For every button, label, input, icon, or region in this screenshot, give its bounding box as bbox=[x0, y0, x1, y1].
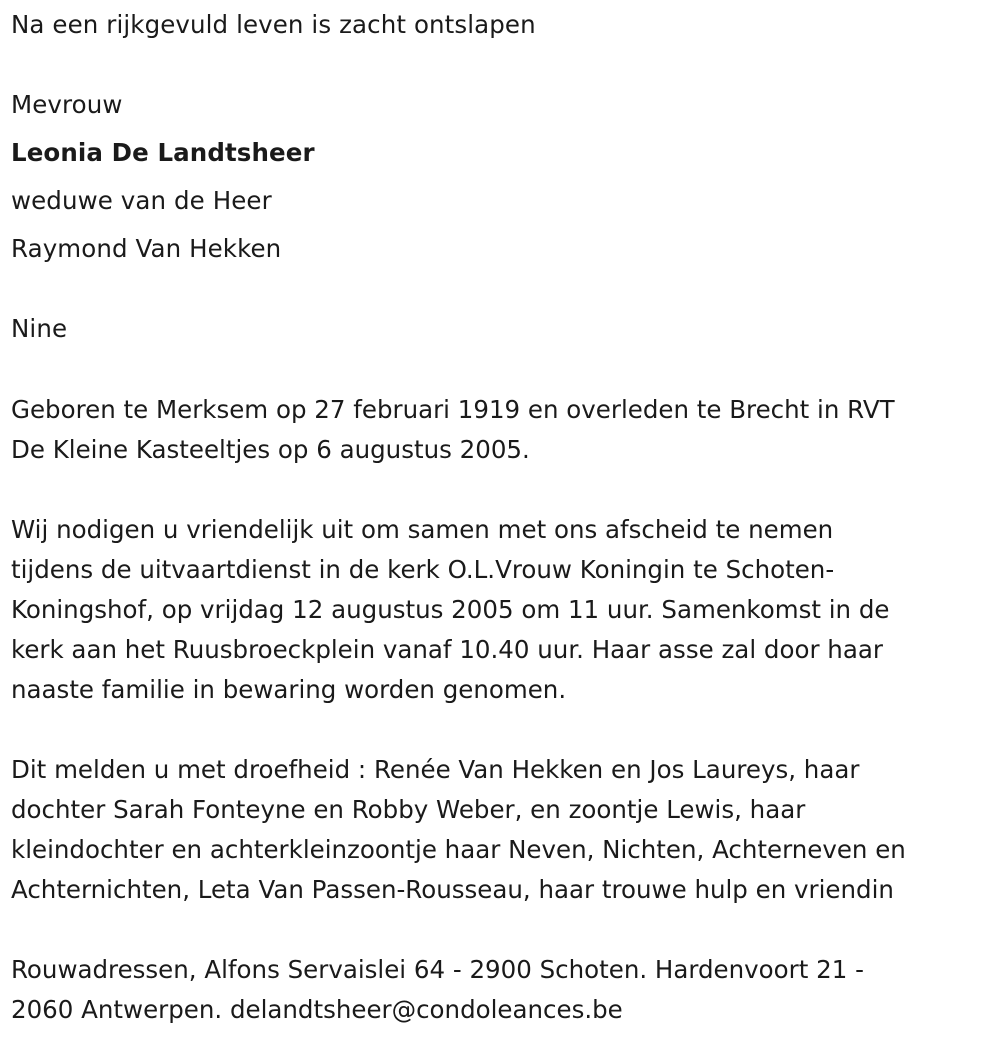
paragraph-line: kleindochter en achterkleinzoontje haar Neven, Nichten, Achterneven en bbox=[11, 835, 906, 864]
paragraph-line: Rouwadressen, Alfons Servaislei 64 - 2900 Schoten. Hardenvoort 21 - bbox=[11, 955, 864, 984]
birth-paragraph bbox=[11, 390, 993, 470]
paragraph-line: kerk aan het Ruusbroeckplein vanaf 10.40 uur. Haar asse zal door haar bbox=[11, 635, 883, 664]
nickname: Nine bbox=[11, 314, 68, 343]
salutation: Mevrouw bbox=[11, 90, 123, 119]
paragraph-line: Dit melden u met droefheid : Renée Van Hekken en Jos Laureys, haar bbox=[11, 755, 860, 784]
widow-line-2: Raymond Van Hekken bbox=[11, 234, 282, 263]
deceased-name: Leonia De Landtsheer bbox=[11, 138, 315, 167]
paragraph-line: De Kleine Kasteeltjes op 6 augustus 2005. bbox=[11, 435, 530, 464]
paragraph-line: Koningshof, op vrijdag 12 augustus 2005 om 11 uur. Samenkomst in de bbox=[11, 595, 890, 624]
paragraph-line: Achternichten, Leta Van Passen-Rousseau, haar trouwe hulp en vriendin bbox=[11, 875, 894, 904]
paragraph-line: tijdens de uitvaartdienst in de kerk O.L.Vrouw Koningin te Schoten- bbox=[11, 555, 835, 584]
widow-line-1: weduwe van de Heer bbox=[11, 186, 272, 215]
family-paragraph bbox=[11, 750, 993, 910]
paragraph-line: naaste familie in bewaring worden genomen. bbox=[11, 675, 567, 704]
funeral-paragraph bbox=[11, 510, 993, 710]
paragraph-line: Wij nodigen u vriendelijk uit om samen met ons afscheid te nemen bbox=[11, 515, 834, 544]
intro-text: Na een rijkgevuld leven is zacht ontslapen bbox=[11, 10, 536, 39]
address-paragraph bbox=[11, 950, 993, 1030]
paragraph-line: 2060 Antwerpen. delandtsheer@condoleances.be bbox=[11, 995, 623, 1024]
paragraph-line: dochter Sarah Fonteyne en Robby Weber, en zoontje Lewis, haar bbox=[11, 795, 806, 824]
paragraph-line: Geboren te Merksem op 27 februari 1919 en overleden te Brecht in RVT bbox=[11, 395, 895, 424]
